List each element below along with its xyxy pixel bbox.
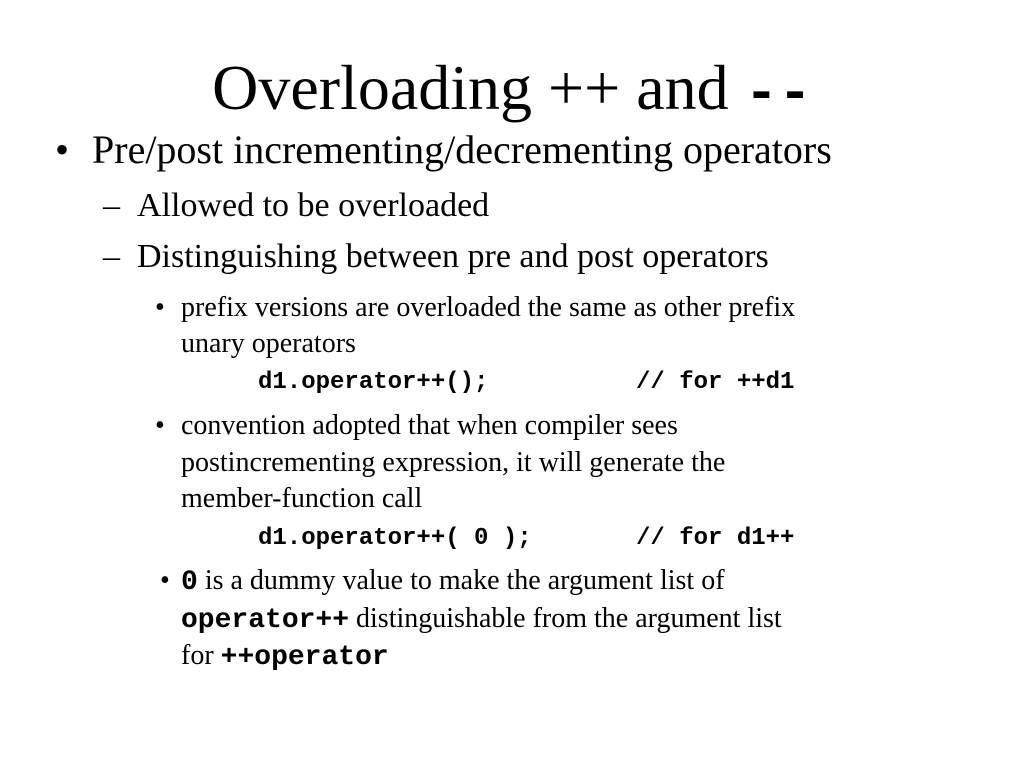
bullet-marker: • xyxy=(155,292,165,323)
detail-line: unary operators xyxy=(181,328,356,359)
code-comment: // for d1++ xyxy=(636,525,795,552)
bullet-marker: • xyxy=(155,410,165,441)
detail-line: postincrementing expression, it will generate the xyxy=(181,447,726,478)
inline-code: ++operator xyxy=(220,642,389,673)
code-call: d1.operator++( 0 ); xyxy=(258,525,532,552)
detail-line: convention adopted that when compiler sees xyxy=(181,410,678,441)
bullet-text: Pre/post incrementing/decrementing operators xyxy=(92,127,832,172)
title-code: -- xyxy=(744,62,812,126)
bullet-marker: • xyxy=(55,127,70,172)
bullet-marker: • xyxy=(160,565,170,596)
code-call: d1.operator++(); xyxy=(258,369,489,396)
subpoint-text: Allowed to be overloaded xyxy=(137,187,490,224)
inline-code: operator++ xyxy=(181,605,350,636)
detail-line: for ++operator xyxy=(181,640,389,673)
detail-line: 0 is a dummy value to make the argument list of xyxy=(181,565,725,598)
detail-line: member-function call xyxy=(181,483,423,514)
detail-line: prefix versions are overloaded the same as other prefix xyxy=(181,292,796,323)
slide-title xyxy=(0,52,1024,130)
dash-marker: – xyxy=(103,238,120,275)
title-text: Overloading ++ and xyxy=(212,52,745,123)
subpoint-text: Distinguishing between pre and post operators xyxy=(137,238,769,275)
dash-marker: – xyxy=(103,187,120,224)
code-comment: // for ++d1 xyxy=(636,369,795,396)
detail-line: operator++ distinguishable from the argument list xyxy=(181,603,782,636)
inline-code: 0 xyxy=(181,567,198,598)
